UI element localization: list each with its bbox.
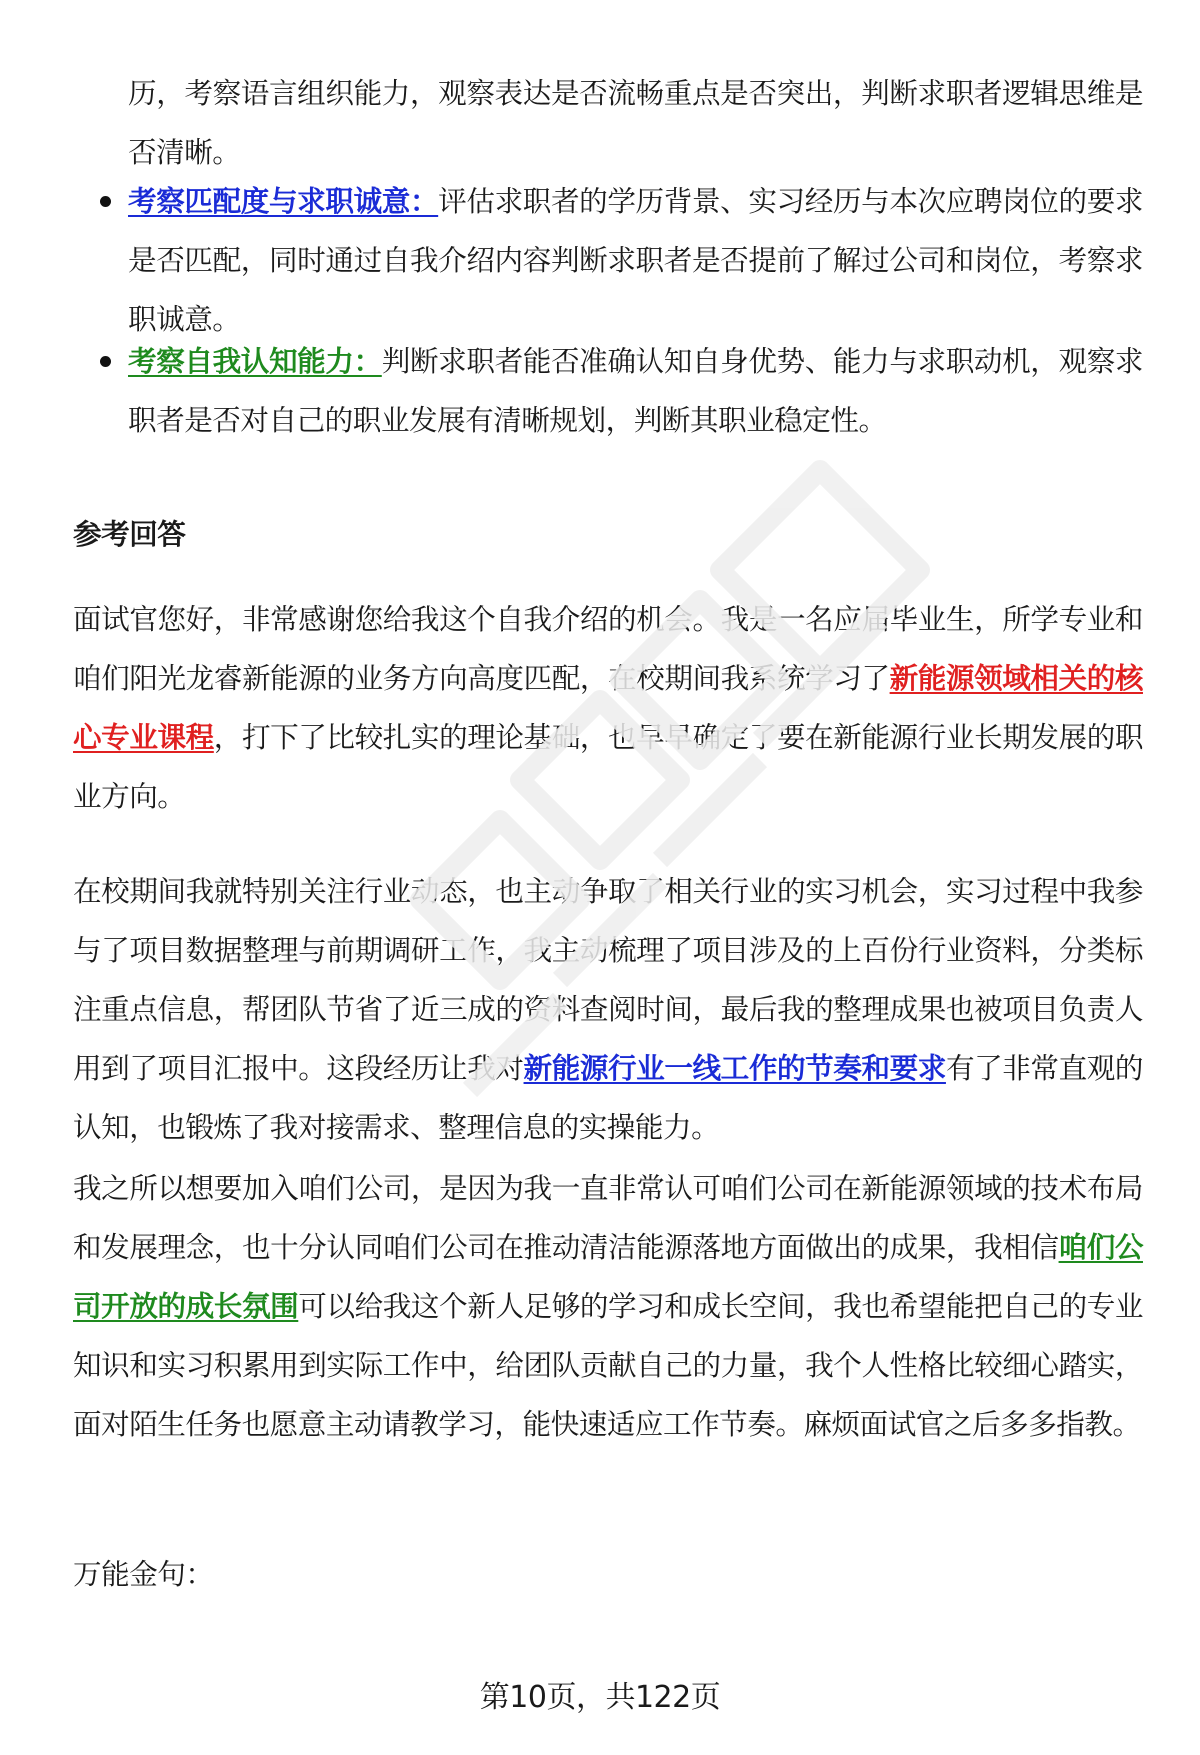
- bullet-lead: 考察自我认知能力：: [128, 344, 382, 378]
- list-item: [128, 332, 1143, 450]
- bullet-icon: [100, 196, 111, 207]
- bullet-text: 判断求职者能否准确认知自身优势、能力与求职动机，观察求职者是否对自己的职业发展有清晰规划，判断其职业稳定性。: [128, 344, 1143, 437]
- page-footer: 第10页，共122页: [479, 1680, 721, 1715]
- answer-text: 我之所以想要加入咱们公司，是因为我一直非常认可咱们公司在新能源领域的技术布局和发展理念，也十分认同咱们公司在推动清洁能源落地方面做出的成果，我相信: [73, 1171, 1143, 1264]
- answer-paragraph: [73, 1159, 1143, 1454]
- answer-paragraph: [73, 590, 1143, 826]
- highlight-text: 新能源行业一线工作的节奏和要求: [523, 1051, 946, 1085]
- list-item: [128, 172, 1143, 349]
- closing-label: 万能金句：: [73, 1557, 214, 1591]
- answer-text: 在校期间我就特别关注行业动态，也主动争取了相关行业的实习机会，实习过程中我参与了项目数据整理与前期调研工作，我主动梳理了项目涉及的上百份行业资料，分类标注重点信息，帮团队节省了近三成的资料查阅时间，最后我的整理成果也被项目负责人用到了项目汇报中。这段经历让我对: [73, 874, 1143, 1085]
- answer-text: 可以给我这个新人足够的学习和成长空间，我也希望能把自己的专业知识和实习积累用到实际工作中，给团队贡献自己的力量，我个人性格比较细心踏实，面对陌生任务也愿意主动请教学习，能快速适应工作节奏。麻烦面试官之后多多指教。: [73, 1289, 1143, 1441]
- bullet-icon: [100, 356, 111, 367]
- bullet-lead: 考察匹配度与求职诚意：: [128, 184, 439, 218]
- continuation-text: 历，考察语言组织能力，观察表达是否流畅重点是否突出，判断求职者逻辑思维是否清晰。: [128, 76, 1143, 169]
- answer-paragraph: [73, 862, 1143, 1157]
- answer-text: ，打下了比较扎实的理论基础，也早早确定了要在新能源行业长期发展的职业方向。: [73, 720, 1143, 813]
- answer-text: 面试官您好，非常感谢您给我这个自我介绍的机会。我是一名应届毕业生，所学专业和咱们阳光龙睿新能源的业务方向高度匹配，在校期间我系统学习了: [73, 602, 1143, 695]
- answer-text: 有了非常直观的认知，也锻炼了我对接需求、整理信息的实操能力。: [73, 1051, 1143, 1144]
- bullet-text: 评估求职者的学历背景、实习经历与本次应聘岗位的要求是否匹配，同时通过自我介绍内容判断求职者是否提前了解过公司和岗位，考察求职诚意。: [128, 184, 1143, 336]
- highlight-text: 新能源领域相关的核心专业课程: [73, 661, 1143, 754]
- highlight-text: 咱们公司开放的成长氛围: [73, 1230, 1143, 1323]
- section-heading: 参考回答: [73, 517, 186, 551]
